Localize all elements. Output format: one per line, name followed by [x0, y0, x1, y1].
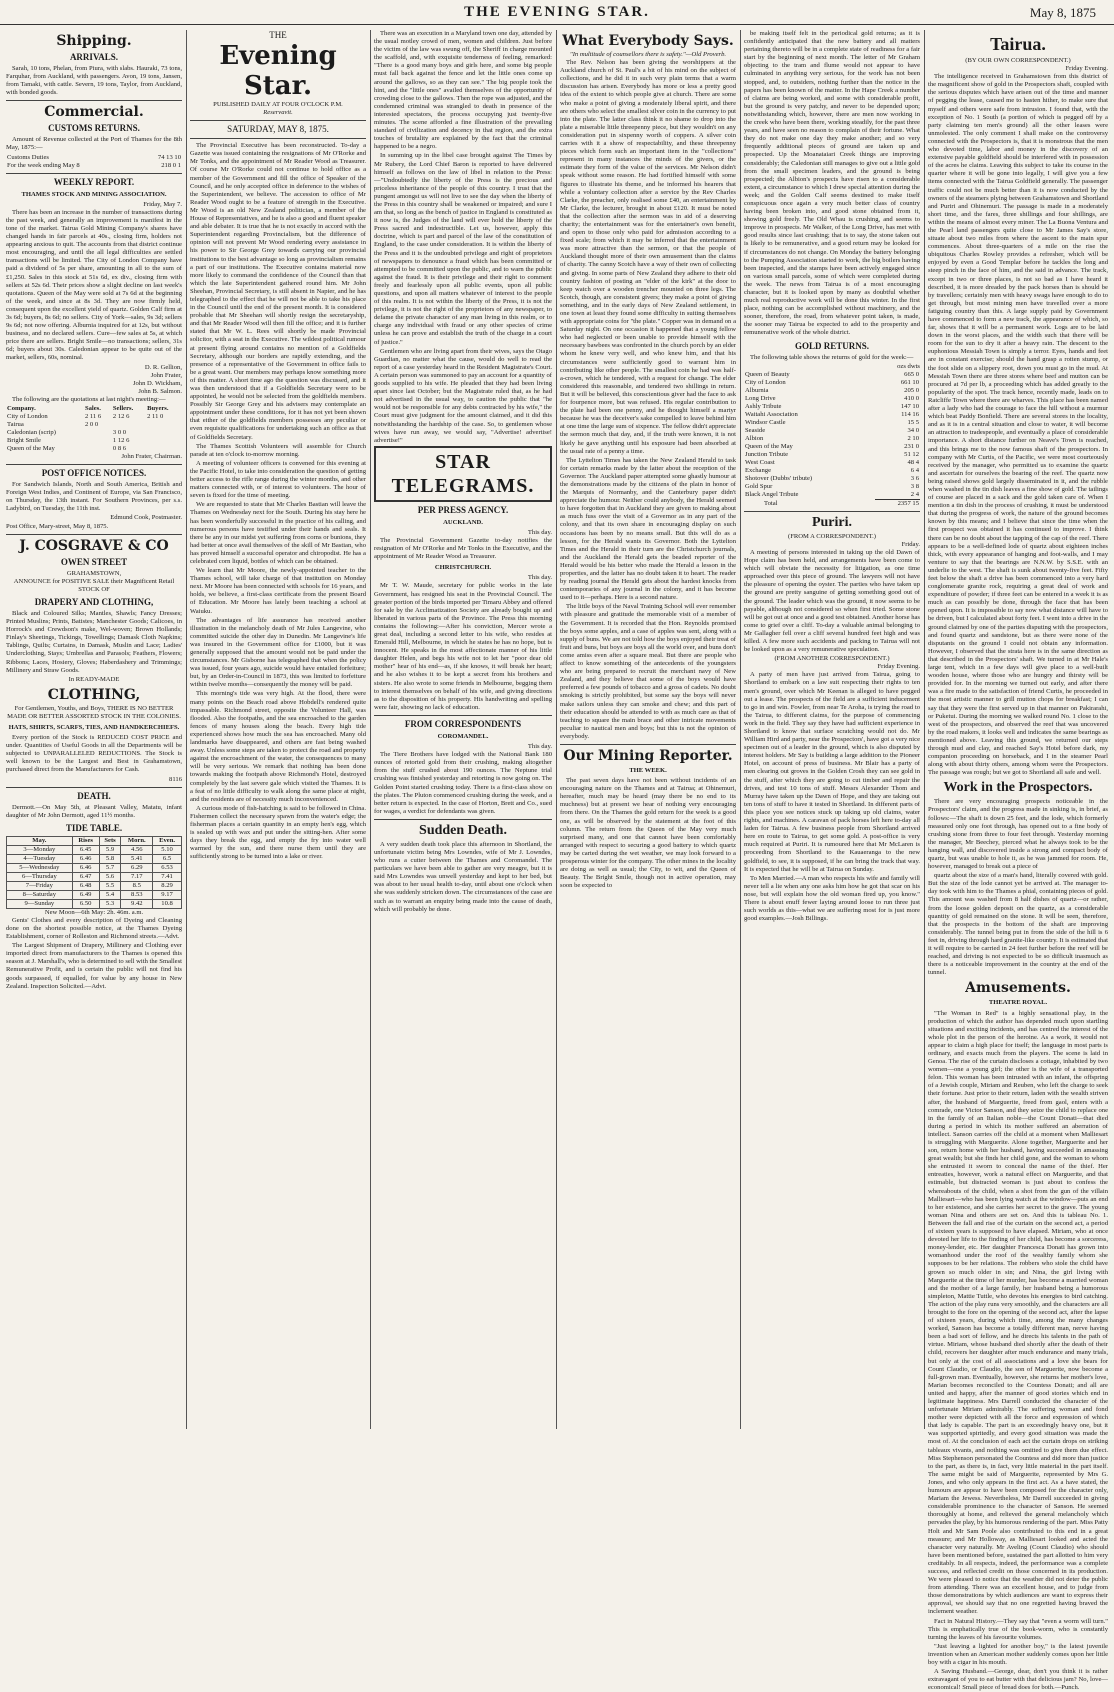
dyeing-advt: Gents' Clothes and every description of Dyeing and Cleaning done on the shortest possible notice, at the Thames Dyeing Establishment, corner of Rolleston and Richmond streets.—Advt.	[6, 916, 182, 941]
signatory: John B. Salmon.	[138, 387, 182, 395]
post-office-heading: POST OFFICE NOTICES.	[41, 468, 147, 479]
table-row	[744, 483, 920, 491]
column-rule	[370, 30, 371, 1429]
signatory: D. R. Gellion,	[144, 363, 182, 371]
death-text: Dermott.—On May 5th, at Pleasant Valley, Matatu, infant daughter of Mr John Dermott, aged 11½ months.	[6, 803, 182, 819]
customs-text: Amount of Revenue collected at the Port of Thames for the 8th May, 1875:—	[6, 136, 182, 152]
gold-mine: Queen of the May	[745, 442, 793, 450]
customs-table	[6, 154, 182, 170]
moon-phase: New Moon—6th May: 2h. 46m. a.m.	[44, 908, 144, 916]
tide-cell: 6.48	[72, 881, 99, 890]
puriri-text: A meeting of persons interested in taking up the old Dawn of Hope claim has been held, and arrangements have been come to which will obviate the necessity for litigation, as one time approached over this piece of ground. The lawyers will not have the pleasure of opening the oyster. The parties who have taken up the ground are pretty sanguine of getting something good out of the ground. The leader which was the ground, it now seems to be payable, although not considered so when first tried. Some stone will be got out at once and a good test obtained. Another horse has come to grief over a cliff. To-day a valuable animal belonging to Mr Gallagher fell over a cliff several hundred feet high and was killed. A few more such accidents and packing to Tairua will not be looked upon as a very remunerative speculation.	[744, 548, 920, 654]
table-row	[744, 403, 920, 411]
tide-header: Morn.	[121, 836, 153, 845]
gold-mine: Junction Tribute	[745, 450, 789, 458]
tide-cell: 6.49	[72, 890, 99, 899]
tide-cell: 7.17	[121, 872, 153, 881]
tide-heading: TIDE TABLE.	[65, 822, 123, 833]
motto: "In multitude of counsellors there is safety."—Old Proverb.	[569, 51, 727, 58]
tide-cell: 5—Wednesday	[7, 863, 73, 872]
tide-cell: 7—Friday	[7, 881, 73, 890]
cosgrave-hats: HATS, SHIRTS, SCARFS, TIES, AND HANDKERCHIEFS.	[8, 723, 180, 731]
another-corr: (FROM ANOTHER CORRESPONDENT.)	[774, 655, 890, 663]
gold-amount: 410 0	[904, 394, 919, 402]
tairua-day: Friday Evening.	[1065, 65, 1108, 73]
gold-returns-heading: GOLD RETURNS.	[794, 340, 869, 351]
gold-mine: Ashly Tribute	[745, 402, 782, 410]
another-corr-text: A party of men have just arrived from Tairua, going to Shortland to embark on a law suit respecting their rights to ten men's ground, over which Mr Keenan is alleged to have pegged out a lease. The prospects of the field are a sufficient inducement to go in and win. Fowler, from near Te Aroha, is trying the road to the Tairua, to different claims, for the purpose of commencing work in the field. They say they have had sufficient experience in Shortland to know that surface scratching would not do. Mr William Hird and party, near the Prospectors', have got a very nice specimen out of a leader in the ground, which is also disputed by interest holders. Mr Say is building a large addition to the Pioneer Hotel, on account of press of business. Mr Blair has a party of men clearing out groves in the Golden Crosh they can see gold in the stuff, after which they are going to cut timber and repair the drives, and test 10 tons of stuff. Messrs Alexander Thom and Murray have taken up the Dawn of Hope, and they are taking out ten tons of stuff to have it tested in Shortland. In different parts of this place you see notices stuck up taking up old claims, water rights, and machines. A caravan of pack horses left here to-day all laden for Tairua. A few business people from Shortland arrived here en route to Tairua, to get some gold. A post-office is very much required at Puriri. It is rumoured here that Mr McLaren is proceeding from Shortland to the Kauaeranga to the new goldfield, to see, it is supposed, if he can bring the track that way. It is expected that he will be at Tairua on Sunday.	[744, 671, 920, 873]
quote-company: Tairua	[7, 421, 24, 428]
table-row	[744, 379, 920, 387]
shipping-heading: Shipping.	[56, 33, 132, 49]
gold-amount: 231 0	[904, 442, 919, 450]
table-row	[6, 421, 182, 429]
tide-cell: 8.53	[121, 890, 153, 899]
cosgrave-men: For Gentlemen, Youths, and Boys, THERE IS NO BETTER MADE OR BETTER ASSORTED STOCK IN THE COLONIES.	[7, 704, 181, 720]
mining-continued: be making itself felt in the periodical gold returns; as it is confidently anticipated that the new battery and all matters pertaining thereto will be in a complete state of readiness for a fair start by the beginning of next month. The letter of Mr Graham objecting to the tram and flume would not appear to have culminated in anything very serious, for the work has not been stopped, and, to outsiders, nothing further than the notice in the papers has been known of the matter. In the Hape Creek a number of claims are being worked, and some with considerable profit, but the ground is very patchy, and never to be depended upon; notwithstanding which, however, there are men now working in the creek who have been there, working steadily, for the past three years, and have seen no reason to complain of their fortune. What they do not make one day they make another; and so very frequently additional pieces of ground are taken up and prospected. Up the Moanataiari Creek things are improving considerably; the Caledonian still manages to give out a little gold from the small specimen leaders, and the ground is being prospected; the Albion's prospects have risen to a considerable extent, a circumstance to which I drew special attention during the week; and the Golden Calf seems destined to make itself conspicuous once again a very much better class of country having been broken into, and good stone obtained from it, showing gold freely. The Old Whau is crushing, and seems to improve in prospects. Mr Walker, of the Long Drive, has met with good results since last crushing; that is to say, the stone taken out is likely to be remunerative, and a good return may be looked for if circumstances do not change. On Monday the battery belonging to the Pumping Association started to work, the big boilers having been inspected, and the stamps have been actively engaged since on various small parcels, some of which were completed during the week. The news from Tairua is of a most encouraging character, but it is looked upon by many as doubtful whether much real reproductive work will be done this winter. In the first place, nothing can be accomplished without machinery, and the sooner, therefore, the road, from whatever point taken, is made, the sooner may Tairua be expected to add to the prosperity and remunerative work of the whole district.	[744, 30, 920, 337]
reserved-note: Reservavit.	[263, 109, 293, 117]
gold-mine: City of London	[745, 378, 786, 386]
quote-company: City of London	[7, 413, 48, 420]
table-row	[744, 443, 920, 451]
puriri-day: Friday.	[901, 540, 920, 548]
tairua-sub: (BY OUR OWN CORRESPONDENT.)	[965, 57, 1071, 64]
sudden-death-heading: Sudden Death.	[419, 822, 507, 838]
quote-sellers: 3 0 0	[112, 429, 127, 436]
auckland-day: This day.	[527, 528, 552, 536]
tairua-text: The intelligence received in Grahamstown from this district of the magnificent show of gold in the Prospectors shaft, coupled with the serious disputes which have arisen out of the time and manner of pegging the lease, caused me to hasten hither, to make sure that myself and others were safe from intrusion. I found that, with the exception of No. 1 South (a portion of which is pegged off by a party claiming ten men's ground) all the other leases were unmolested. The only comment I shall make on the controversy connected with the Prospectors is, that it is monstrous that the men who devoted time, labor and money in the discovery of an extensive payable goldfield should be interfered with in possession of the acres he claims. Leaving this subject to take its course in the quarter where it will be gone into legally, I will give you a few items connected with the Tairua Goldfield generally. The passenger traffic could not be much better than it is now conducted by the owners of the steamers plying between Grahamstown and Shortland and Puriri and Ohinemuri. The passage is made in a moderately short time, and the fares, three shillings and four shillings, are within the means of almost every miner. The La Buona Ventura and the Pearl land passengers quite close to Mr James Say's store, situate about two miles from where the ascent to the main spur commences. About three-quarters of a mile on the rise the ubiquitous Charles Rowley provides a refresher, which will be enjoyed by even a Good Templar before he tackles the long and steep pinch in the face of him, and the said in advance. The track, except in two or three places, is not so bad as I have heard it described, it is more dreaded by the pack horses than is should be by travellers; certainly men with heavy swags have enough to do to get through, but most mining men have travelled over a more fatiguing country than this. A large supply paid by Government have commenced to form a new track, the appearance of which, so far, shows that it will be a permanent work. Logs are to be laid down in the worst places, and the width such that there will be room for the sun to dry it after a heavy rain. The descent to the euphonious Messiah Town is simply a terror. Eyes, hands and feet are in constant exercise; should the hand grasp a rotten stump, or the foot slide on a slippery root, down you must go in the mud. At Messiah Town there are three stores where beef and mutton can be procured at 7d per lb, a proceeding which has added greatly to the popularity of the spot. The track hence, recently made, leads on to Ratcliffe Town where there are wharves. This place has been named after a lady who had the courage to face the hill without a murmur which beat Paddy Bonfield. There are several stores in the locality, and as it is in a central situation and close to water, it will become an attraction to tradespeople, and eventually a place of considerable importance. A short distance further on Neave's Town is reached, and this brings me to the now famous shaft of the prospectors. In company with Mr Curtis, of the Pacific, we were most courteously received by the manager, who permitted us to examine the quartz and ascertain for ourselves the bearing of the reef. The quartz now being raised shows gold largely disseminated in it, and the rubble when washed in the tin dish leaves a fine show of gold. The tailings of course are placed in a sack and the gold taken care of. When I mention a tin dish in the process of crushing, it must be understood that during the progress of work, the nature of the ground becomes known by this means; and I believe that since the time when the first prospect was obtained it has continued to improve. I think there can be no doubt about the tapping of the cap of the reef. There appears to be a well-defined lode of quartz about eighteen inches thick, with every appearance of hanging and foot-walls, and I may venture to say that the bearings are N.N.W. by S.S.E. with an underlie to the west. The shaft is sunk about twenty-five feet. Fifty feet below the shaft a drive has been commenced into a very hard conglomerate granite rock, requiring a great deal of work and expenditure of powder; if three feet can be entered in a week it is as much as can possibly be done, through the face that has been opened upon. It is impossible to say now what distance will have to be driven, but I calculated about forty feet. I went into a drive in the ground claimed by one of the parties disputing with the prospectors, and found quartz and sandstone, but as there were none of the disputants on the ground I could not obtain any information. However, I observed that the strata here is in the same direction as that described in the Prospectors' shaft. We turned in at Mr Hale's large tent, which in a few days will give place to a well-built wooden house, where those who are hungry and thirsty will be provided for. In the morning we turned out early, and after there was a fire made to the satisfaction of friend Curtis, he proceeded in the most artistic manner to grill mutton chops for breakfast; I can say that they were the first served up in that manner on Pakirarahi, or Puketui. During the morning we walked round No. 1 close to the west of the prospectors, and observed the reef that was uncovered by the road makers, it looks well and indicates the same bearings as mentioned above. Leaving this ground, we returned our steps through mud and clay, and reached Say's Hotel before dark, my companion proceeding on horseback, and I in the steamer Pearl along with about thirty others, among whom were the Prospectors. The passage was rough; but we got to Shortland all safe and well.	[928, 73, 1108, 777]
gold-amount: 2 10	[907, 434, 919, 442]
gold-units: ozs dwts	[897, 362, 920, 370]
gold-mine: Seaside	[745, 426, 766, 434]
customs-duties-label: Customs Duties	[7, 153, 49, 161]
tide-header: May.	[7, 836, 73, 845]
theatre-heading: THEATRE ROYAL.	[988, 999, 1048, 1007]
gold-mine: Windsor Castle	[745, 418, 786, 426]
tide-cell: 4—Tuesday	[7, 854, 73, 863]
tide-cell: 5.10	[153, 845, 182, 854]
gold-amount: 3 8	[910, 482, 919, 490]
tide-story: This morning's tide was very high. At the flood, there were many points on the Beach road above Hobdell's rendered quite impassable. Richmond street, opposite the Volunteer Hall, was flooded. Also the footpaths, and the sea encroached to the garden fences of many houses along the beach. Every high tide experienced shows how much the sea has encroached. Many old landmarks have disappeared, and others are fast being washed away. Unless some steps are taken to protect the road and property against the encroachment of the water, the consequences to many will be very serious. We remark that nothing has been done towards making the footpath above Richmond's Hotel, destroyed completely by the last severe gale which visited the Thames. It is a feat of no little difficulty to walk along the same place at night, and the residents are of necessity much inconvenienced.	[190, 690, 366, 803]
gold-mine: Gold Spur	[745, 482, 773, 490]
tide-cell: 9.42	[121, 899, 153, 908]
table-row	[7, 863, 182, 872]
column-rule	[186, 30, 187, 1429]
tide-cell: 6.5	[153, 854, 182, 863]
tide-cell: 6.46	[72, 854, 99, 863]
the-week-text: The past seven days have not been without incidents of an encouraging nature on the Thames and at Tairua; at Ohinemuri, hereafter, much may be heard (may there be no end to its muchness) but at present we hear of nothing very encouraging from there. On the Thames the gold return for the week is a good one, as will be observed by the statement at the foot of this column. The return from the Queen of the May very much surprised many, and one that cannot have been comfortably arranged with respect to securing a good battery to which quartz may be carted during the wet weather, we may look forward to a prosperous winter for the company. The other mines in the locality are doing as well as usual; the City, to wit, and the Queen of Beauty. The Bright Smile, though not in active operation, may soon be expected to	[560, 777, 736, 890]
column-1	[6, 30, 182, 1429]
gold-amount: 3 6	[910, 474, 919, 482]
tide-cell: 10.8	[153, 899, 182, 908]
quartz-continued: quartz about the size of a man's hand, literally covered with gold. But the size of the lode cannot yet be arrived at. The manager to-day took with him to the Thames a phial, containing pieces of gold. This amount was washed from 8 half dishes of quartz—or rather, from the loose golden deposit on the quartz, as a considerable quantity of gold remained on the stone. It will be seen, therefore, that the prospects in the bottom of the shaft are improving considerably. The tunnel being put in from the side of the hill is 6 feet in, driving through hard granite-like country. It is estimated that it will require to be carried in 24 feet further before the reef will be reached, and driving is not expected to be so difficult inasmuch as there is a noticeable improvement in the country at the end of the tunnel.	[928, 872, 1108, 977]
auckland-heading: AUCKLAND.	[443, 518, 483, 526]
telegrams-heading: STAR TELEGRAMS.	[374, 446, 552, 502]
christchurch-text: Mr T. W. Maude, secretary for public works in the late Government, has resigned his seat in the Provincial Council. The greater portion of the birds imported per Timaru Abbey and offered for sale by the Acclimatization Society are already bought up and liberated in various parts of the Province. The Press this morning contains the following:—After his conviction, Mercer wrote a great deal, including a second letter to his wife, who resides at Emerald Hill, Melbourne, in which he states he has no hope, but is innocent. He speaks in the most affectionate manner of his little daughter Helen, and begs his wife not to let her "poor dear old mother" hear of his end—as, if she knows, it will break her heart; and he also wishes it to be kept a secret from his brothers and sisters. He also wrote to some friends in Melbourne, begging them to interest themselves on behalf of his wife, and giving directions as to the disposition of his property. His handwriting and spelling were fair, showing no lack of education.	[374, 582, 552, 711]
tide-cell: 8.5	[121, 881, 153, 890]
fact-note: Fact in Natural History.—They say that "even a worm will turn." This is emphatically true of the book-worm, who is constantly turning the leaves of his favourite volumes.	[928, 1617, 1108, 1641]
theatre-review: "The Woman in Red" is a highly sensational play, in the production of which the author has depended much upon startling situations and exciting incidents, and has centred the interest of the whole plot in the person of the heroine. As a work, it would not appear to claim a high place for itself; the language in most parts is ordinary, and exacts much from the players. The scene is laid in Genoa. The rise of the curtain discloses a cottage, inhabited by two women—one a young girl; the other is the wife of a transported felon. This woman has been intrusted with an infant, the offspring of a Jewish couple, Miriam and Reuben, who left the charge to seek their fortune. Just prior to their return, laden with the wealth striven after, the husband of Marguerite, freed from gaol, enters with a comrade, one Victor Sanson, and they seize the child to replace one in the family of an Italian noble—the Count Donati—that died during a period in which its mother suffered an aberration of intellect. Sanson carries off the child at a moment when Malliesart is struggling with Marguerite. Alone together, Marguerite and her son, return home with her husband, having succeeded in amassing great wealth; but she finds her child gone, and the woman to whom she entrusted it sworn to conceal the name of the thief. Her entreaties, however, work a natural effect on Marguerite, and that estimable, but distracted woman is just about to confess the whereabouts of the child, when a shot from the gun of the villain Malliesart—who has been lying watch at the window—puts an end to her existence, and she carries her secret to the grave. The young woman Nina and others are set on. And this is tableau No. 1. Between the fall and rise of the curtain on the second act, a period of sixteen years is supposed to have elapsed. Miriam, who at once devoted her life to the finding of her child, has become a sorceress, money-lender, etc. Her daughter Francesca Donati has grown into womanhood under the roof of the wealthy family whom she supposes to be her relations. The robbers who stole the child have grown so much older in sin; and Nina, the girl living with Marguerite at the time of her murder, has become a married woman and the mother of a large family, her husband being a humorous simpleton, Mattie Tuttle, who devotes his energies to bird catching. The action of the play runs very smoothly, and the characters are all brought to the fore on the opening of the second act, after the lapse of sixteen years, during which time, among the many changes worked, Sanson has become a totally different man, nerve having been a bad sort of fellow, and he directs his talents in the path of virtue. Miriam, whose husband died shortly after the death of their child, recovers her daughter after much endurance and many trials, but only at the cost of all associations and a love she bears for Count Claudio, or Claudio, the son of Marguerite, now become a full-grown man. Eventually, however, she returns her mother's love, Marian becomes reconciled to the Countess Donati; and all are united and happy, after the manner of good stories which end in legitimate happiness. Mrs Darrell conducted the character of the unfortunate Miriam admirably. The suffering woman and fond mother were depicted with all the force and expression of which that lady is capable. The part is an exceedingly heavy one, but it was supported spiritedly, and every good situation was made the most of. At the conclusion of each act the curtain drops on striking tableaux vivants, and nothing was omitted to give them due effect. Miss Stephenson personated the Countess and did more than justice to the part, as there is, in fact, very little material in the part itself. The same might be said of Marguerite, represented by Mrs G. Jones, and who only appears in the first act. As a have stated, the humours are appear to have been composed for the character only, Mariam the Jewess. Nevertheless, Mr Darrell succeeded in giving considerable prominence to the character of Sanson. He seemed thoroughly at home, and relieved the general melancholy which pervades the play, by his humorous rendering of the part. Miss Patty Holt and Mr Sam Poole also contributed to this end in a great measure; and Mr Holloway, as Malliesart looked and acted the character very naturally. Mr Aveling (Count Claudio) who should have been mentioned before, sustained the part allotted to him very creditably. In all respects, indeed, the performance was a complete success, and reflected credit on those concerned in its production. We were pleased to notice that the weather did not deter the public from attending. There was an excellent house, and to judge from those demonstrations by which audiences are want to express their approval, we should say that no one regretted having braved the inclement weather.	[928, 1009, 1108, 1616]
gold-mine: Albion	[745, 434, 764, 442]
quote-sales: 2 11 6	[84, 413, 102, 420]
table-row	[744, 475, 920, 483]
tide-cell: 9.17	[153, 890, 182, 899]
table-row	[6, 429, 182, 437]
gold-amount: 665 0	[904, 370, 919, 378]
column-5	[744, 30, 920, 1429]
arrivals-text: Sarah, 10 tons, Phelan, from Piura, with slabs. Hauraki, 73 tons, Farquhar, from Auckland, with passengers. Avon, 19 tons, Jansen, from Tamaki, with cattle. Severn, 19 tons, Taylor, from Auckland, with bonded goods.	[6, 65, 182, 97]
cosgrave-announce: ANNOUNCE for POSITIVE SALE their Magnificent Retail STOCK OF	[13, 577, 175, 593]
tide-cell: 8.29	[153, 881, 182, 890]
table-row	[6, 445, 182, 453]
cosgrave-ready: In READY-MADE	[68, 675, 120, 683]
issue-date: SATURDAY, MAY 8, 1875.	[227, 124, 329, 135]
table-row	[7, 845, 182, 854]
work-prospectors-heading: Work in the Prospectors.	[943, 780, 1093, 796]
tide-cell: 5.41	[121, 854, 153, 863]
another-corr-day: Friday Evening.	[877, 663, 920, 671]
masthead	[0, 0, 1114, 25]
auckland-text: The Provincial Government Gazette to-day notifies the resignation of Mr O'Rorke and Mr Tonks in the Executive, and the appointment of Mr Reader Wood as Treasurer.	[374, 536, 552, 561]
gold-mine: Black Angel Tribute	[745, 491, 799, 498]
gentlemen-story: Gentlemen who are living apart from their wives, says the Otago Guardian, no matter what the cause, would do well to read the report of a case yesterday heard in the Resident Magistrate's Court. A certain person was summoned to pay an account for a quantity of goods supplied to his wife. He pleaded that they had been living apart since last October; but the Magistrate ruled that, as he had not advertised in the usual way, to caution the public that "he would not be responsible for any debts contracted by his wife," the Court must give judgment for the amount claimed, and it did this notwithstanding the hardship of the case. So, to gentlemen whose wives have run away, we would say, "Advertise! advertise! advertise!"	[374, 347, 552, 444]
paper-title: Evening Star.	[219, 41, 337, 101]
insurance-note: The advantages of life assurance has received another illustration in the melancholy death of Mr Jules Langevine, who committed suicide the other day in Dunedin. Mr Langevine's life was insured in the Government office for £1000, but it was generally supposed that the amount would not be paid under the circumstances. Mr Gisborne has telegraphed that when the policy was issued, four years ago, suicide would have entailed forfeiture; but, by an Order-in-Council in 1873, this was limited to forfeiture within twelve months—consequently the money will be paid.	[190, 616, 366, 689]
tide-table	[6, 836, 182, 909]
quotes-header: Company.	[7, 405, 36, 412]
bastian-note: We are requested to state that Mr Charles Bastian will leave the Thames on Wednesday next for the South. During his stay here he has been wonderfully successful in the practice of his calling, and numerous persons have testified under their hands and seals. It there be any in our midst yet suffering from corns or bunions, they had better at once avail themselves of the skill of Mr Bastian, who has proved himself a successful operator and chiropodist. He has a celebrated corn liquid, bottles of which can be obtained.	[190, 501, 366, 565]
tide-cell: 5.7	[99, 863, 121, 872]
column-2	[190, 30, 366, 1429]
cosgrave-clothing: CLOTHING,	[47, 686, 141, 703]
column-rule	[740, 30, 741, 1429]
cosgrave-reduced: Every portion of the Stock is REDUCED COST PRICE and under. Quantities of Useful Goods in all the Departments will be subjected to UNPARALLELED REDUCTIONS. The Stock is well known to be the Largest and Best in Grahamstown, purchased direct from the Manufacturers for Cash.	[6, 734, 182, 774]
gold-amount: 6 4	[910, 466, 919, 474]
association-text: There has been an increase in the number of transactions during the past week, and generally an improvement is manifest in the tone of the market. Tairua Gold Mining Company's shares have changed hands in fair parcels at 40s., closing firm, holders not appearing anxious to quit. The accounts from that district continue most encouraging, and until the all legal difficulties are settled transactions will be limited. The City of London Company have paid a dividend of 5s per share, amounting in all to the sum of £1,250. Sales in this stock at 51s 6d, ex div., closing firm with sellers at 52s 6d. Their prices show a slight decline on last week's quotations. Queen of the May were sold at 7s 6d at the beginning of the week, and since at 8s 3d. They are now firmly held, consequent upon the excellent yield of quartz. Golden Calf firm at 3s 6d; buyers, 8s 6d; no sellers. City of York—sales, 9s 3d; sellers 9s 6d; not now offering. Alburnia inquired for at 12s, but without business, and no declared sellers. Cure—few sales at 5s, at which price there are sellers. Bright Smile—no transactions; sellers, 31s 6d; buyers about 30s. Caledonian appear to be quite out of the market, sellers, 60s, nominal.	[6, 208, 182, 362]
quote-buyers	[146, 437, 182, 445]
tide-cell: 5.8	[99, 854, 121, 863]
table-row	[6, 413, 182, 421]
gold-mine: Long Drive	[745, 394, 776, 402]
saving-note: A Saving Husband.—George, dear, don't you think it is rather extravagant of you to eat butter with that delicious jam? No, love—economical! Small piece of bread does for both.—Punch.	[928, 1668, 1108, 1692]
leader-article: The Provincial Executive has been reconstructed. To-day a Gazette was issued containing the resignations of Mr O'Rorke and Mr Tonks, and the appointment of Mr Reader Wood as Treasurer. Of course Mr O'Rorke could not continue to hold office as a member of the Government and fill the office of Speaker of the Council, and he only accepted office in deference to the wishes of the Superintendent, we believe. The accession to office of Mr Reader Wood ought to be a feature of strength in the Executive. Mr Wood is an old New Zealand politician, a member of the House of Representatives, and he is also a good and fluent speaker and able debater. It is true that he is not exactly in accord with the Superintendent regarding Provincialism, but the difference of opinion will not prevent Mr Wood rendering every assistance in his power to Sir George Grey towards carrying our provincial institutions to the best advantage so long as provincialism remains a part of our institutions. The Executive contains material now more likely to command the confidence of the Council than that which the late Superintendent gathered round him. Mr John Sheehan, Provincial Secretary, is still absent in Napier, and he has telegraphed to the effect that he will not be able to take his place in the Council until the end of the present month. It is considered probable that Mr Sheehan will shortly resign the secretaryship, and that Mr Reader Wood will then fill the office; and it is further stated that Mr W. L. Rees will shortly be made Provincial solicitor, with a seat in the Executive. The wildest political rumour at present flying around contains no mention of a Goldfields Secretary, although our borders are rapidly extending, and the presence of a representative of the Government in office fails to be a great want. Our members may perhaps know something more of this matter. A short time ago the question was discussed, and it was then understood that if a Goldfields Secretary were to be appointed, he would not be selected from the goldfields members. Possibly Sir George Grey and his advisers may contemplate an appointment under these conditions, for it has not yet been shown that either of the goldfields members possesses any peculiar or even requisite qualifications for undertaking such an office as that of Goldfields Secretary.	[190, 142, 366, 441]
tide-cell: 5.4	[99, 890, 121, 899]
tide-header: Even.	[153, 836, 182, 845]
tide-cell: 8—Saturday	[7, 890, 73, 899]
quote-buyers: 2 11 0	[147, 413, 164, 420]
table-row	[744, 459, 920, 467]
gold-intro: The following table shows the returns of gold for the week:—	[750, 353, 914, 361]
signatory-list	[6, 364, 182, 396]
post-office-sign: Edmund Cook, Postmaster.	[110, 514, 182, 522]
what-everybody-says-heading: What Everybody Says.	[562, 33, 734, 49]
column-rule	[924, 30, 925, 1429]
tide-cell: 6.47	[72, 872, 99, 881]
nelson-story: The Rev. Nelson has been giving the worshippers at the Auckland church of St. Paul's a bit of his mind on the subject of collections, and he did it in such very plain terms that a warm discussion has arisen. Everybody has more or less a pretty good idea of the extent to which people give at church. There are some who make a point of giving a moderately liberal spirit, and there are others who select the smallest silver coin in the currency to put into the plate. The latter class think it no shame to drop into the plate a miserable little threepenny piece, but they wouldn't on any consideration put in sixpenny worth of coppers. A silver coin carries with it a show of respectability, and these threepenny pieces which form such an important item in the "collections" represent in many instances the minds of the givers, or the estimate they form of the value of the services. Mr Nelson didn't speak without some reason. He had fortified himself with some figures to illustrate his theme, and he informed his hearers that while a voluntary collection after a service by the Rev Charles Clarke, the preacher, only realised some £40, an entertainment by Mr Clarke, the lecturer, brought in about £120. It must be noted that the collection after the sermon was in aid of a deserving charity; the entertainment was for the entertainer's own benefit, and open to those only who paid for admission according to a fixed scale; from which it may be inferred that the entertainment was more attractive than the sermon, or that the people of Auckland thought more of their own amusement than the claims of charity. The canny Scotch have a way of their own of collecting and giving. In some parts of New Zealand they adhere to their old country fashion of posting an "elder of the kirk" at the door to keep watch over a wooden trencher mounted on three legs. The Scotch, though, are consistent givers; they make a point of giving something, and in the early days of New Zealand settlement, in one town at least they found some difficulty in suiting themselves with appropriate coins for "the plate." Copper was in demand on a Saturday night. On one occasion it happened that a young fellow who had neglected or been unable to provide himself with the necessary bawbees was confronted in the church porch by an elder whom he knew very well, and who knew him, and that his circumstances were sufficiently good to warrant him in contributing like other people. The smallest coin he had was half-a-crown, which he tendered, with a request for change. The elder considered this reasonable, and tendered two shillings in return. But it will be believed, this conscientious giver had the face to ask for fourpence more, but was refused. His regular contribution to the plate had been one penny, and he thought himself a martyr because he was the deceiver's sake compelled to leave behind him at one time the large sum of sixpence. The fellow didn't appreciate the sermon much that day, and, if the truth were known, it is not likely he gave anything until his exposure had been absorbed at the usual rate of a penny a time.	[560, 59, 736, 455]
table-row	[744, 451, 920, 459]
gold-total-label: Total	[764, 499, 778, 507]
tide-cell: 6.46	[72, 863, 99, 872]
quote-sales	[84, 445, 112, 453]
post-office-text: For Sandwich Islands, North and South America, British and Foreign West Indies, and Continent of Europe, via San Francisco, on Thursday, the 13th instant. For Southern Provinces, per s.s. Ladybird, on Tuesday, the 11th inst.	[6, 481, 182, 513]
table-row	[744, 467, 920, 475]
masthead-title: THE EVENING STAR.	[464, 4, 650, 20]
quotes-sign: John Frater, Chairman.	[121, 453, 182, 460]
cosgrave-drapery: DRAPERY AND CLOTHING,	[34, 596, 154, 607]
table-row	[6, 437, 182, 445]
column-rule	[556, 30, 557, 1429]
coromandel-heading: COROMANDEL.	[437, 732, 489, 740]
death-heading: DEATH.	[77, 790, 111, 801]
gold-amount: 2 4	[910, 490, 919, 498]
coromandel-day: This day.	[527, 743, 552, 751]
quote-sellers	[112, 421, 146, 429]
quote-company: Queen of the May	[7, 445, 55, 452]
week-value: 218 0 1	[161, 161, 181, 169]
tide-cell: 9—Sunday	[7, 899, 73, 908]
meeting-note: A meeting of volunteer officers is convened for this evening at the Pacific Hotel, to take into consideration the question of getting better access to the rifle range during the winter months, and other matters connected with, or of interest to volunteers. The hour of seven is fixed for the time of meeting.	[190, 459, 366, 500]
customs-duties-value: 74 13 10	[157, 153, 181, 161]
table-row	[744, 427, 920, 435]
tide-cell: 5.3	[99, 899, 121, 908]
gold-mine: Shotover (Dubbs' tribute)	[745, 474, 813, 482]
publish-note: PUBLISHED DAILY AT FOUR O'CLOCK P.M.	[213, 101, 343, 108]
masthead-date: May 8, 1875	[1029, 5, 1096, 20]
association-heading: THAMES STOCK AND MINING ASSOCIATION.	[21, 190, 167, 198]
column-6	[928, 30, 1108, 1692]
fish-note: A curious mode of fish-hatching is said to be followed in China. Fishermen collect the necessary spawn from the water's edge; the fisherman places a certain quantity in an empty hen's egg, which is sealed up with wax and put under the sitting-hen. After some days they break the egg, and empty the fry into water well warmed by the sun, and there nurse them until they are sufficiently strong to be turned into a lake or river.	[190, 804, 366, 861]
table-row	[7, 890, 182, 899]
tide-header: Rises	[72, 836, 99, 845]
table-row	[744, 499, 920, 508]
tide-cell: 6—Thursday	[7, 872, 73, 881]
post-office-date: Post Office, Mary-street, May 8, 1875.	[6, 522, 109, 530]
moore-note: We learn that Mr Moore, the newly-appointed teacher to the Thames school, will take charge of that institution on Monday next. Mr Moore has been connected with schools for 16 years, and holds, we believe, a first-class certificate from the present Board of Education. Mr Moore has lately been teaching a school at Waiuku.	[190, 567, 366, 615]
cosgrave-list: Black and Coloured Silks; Mantles, Shawls; Fancy Dresses; Printed Muslins; Prints, Batistes; Manchester Goods; Calicoes, in Horrock's and Crewdson's make, Wel-woven; Brown Hollands; Finlay's Sheetings, Tickings, Towellings; Damask Cloth Napkins; Tablings, Quilts; Curtains, in Damask, Muslin and Lace; Ladies' Underclothing, Stays; Umbrellas and Parasols; Feathers, Flowers; Ribbons; Laces, Hosiery, Gloves; Haberdashery and Trimmings; Millinery and Straw Goods.	[6, 609, 182, 674]
execution-story: There was an execution in a Maryland town one day, attended by the usual motley crowd of men, women and children. Just before the victim of the law was swung off, the Sheriff in charge mounted the scaffold, and, with exquisite tenderness of feeling, remarked: "There is a good many boys and girls here, and some big people must fall back against the fence and let the little ones come up around the gallows, so as they can see." The big people took the hint, and the "little ones" availed themselves of the opportunity of crowding close to the gallows. Then the rope was adjusted, and the condemned criminal was strangled to death in presence of the interested spectators, the process occupying just twenty-five minutes. The scene afforded a fine illustration of the prevailing standard of civilization and decency in that region, and the extra touches of brutality are explained by the fact that the criminal happened to be a negro.	[374, 30, 552, 151]
puriri-sub: (FROM A CORRESPONDENT.)	[788, 532, 876, 540]
gold-amount: 51 12	[904, 450, 919, 458]
tide-cell: 7.41	[153, 872, 182, 881]
lyttelton-story: The Lyttelton Times has taken the New Zealand Herald to task for certain remarks made by the latter about the reception of the Governor. The Auckland paper attempted some ghastly humour at the demonstrations made by the citizens of the plain in honor of the Marquis of Normanby, and the Canterbury paper didn't appreciate the humour. Neither could anybody, the Herald seemed to have forgotten that in Auckland they are given to making about as much fuss over the visit of a Governor as in any part of the colony, and that its own share in encouraging display on such occasions has been by no means small. But this will do as a lesson, for the Herald wants its Governor. Both the Lyttelton Times and the Herald in their turn are the Christchurch journals, and the Auckland the Herald gets the beaded reporter of the Herald would be his better who made the Herald a lesson in the properties, and the latter has no doubt taken it to heart. The reader by reading journal the Herald gets about the hardest knocks from contemporaries of any journal in the colony, and it has become used to it—perhaps. Here is a second nature.	[560, 456, 736, 602]
gold-amount: 34 0	[907, 426, 919, 434]
tide-header: Sets	[99, 836, 121, 845]
sudden-death-text: A very sudden death took place this afternoon in Shortland, the unfortunate victim being Mrs Lowndes, wife of Mr J. Lowndes, who runs a cutter between the Thames and Coromandel. The particulars we have been able to gather are very meagre, but it is said Mrs Lowndes was unwell yesterday and kept to her bed, but was about to her usual health to-day, until about one o'clock when she was suddenly stricken down. The circumstances of the case are such as to warrant an enquiry being made into the cause of death, which will probably be done.	[374, 840, 552, 913]
gold-amount: 661 10	[900, 378, 919, 386]
amusements-heading: Amusements.	[965, 980, 1071, 997]
gold-mine: Waitahi Association	[745, 410, 798, 418]
tide-cell: 6.29	[121, 863, 153, 872]
gold-amount: 147 10	[900, 402, 919, 410]
table-row	[7, 872, 182, 881]
cosgrave-town: GRAHAMSTOWN,	[66, 569, 122, 577]
quote-sellers: 0 8 6	[112, 445, 127, 452]
table-row	[744, 411, 920, 419]
gold-mine: Exchange	[745, 466, 771, 474]
tide-cell: 5.6	[99, 872, 121, 881]
mining-reporter-heading: Our Mining Reporter.	[563, 747, 733, 764]
tide-cell: 6.45	[72, 845, 99, 854]
christchurch-heading: CHRISTCHURCH.	[434, 564, 492, 572]
christchurch-day: This day.	[527, 574, 552, 582]
gold-amount: 114 16	[901, 410, 919, 418]
table-row	[744, 371, 920, 379]
quote-buyers	[146, 445, 182, 453]
coromandel-text: The Tiere Brothers have lodged with the National Bank 180 ounces of retorted gold from their crushing, making altogether from the stuff crushed about 190 ounces. The Neptune trial crushing was finished yesterday and retorting is now going on. The Golden Point started crushing today. There is a first-class show on the plates. The Pluton commenced crushing during the week, and a better return is expected. In the case of Horton, Brett and Co., sued for wages, a verdict for defendants was given.	[374, 751, 552, 815]
tide-cell: 6.50	[72, 899, 99, 908]
puriri-heading: Puriri.	[811, 514, 853, 530]
the-week-heading: THE WEEK.	[629, 766, 667, 774]
quote-buyers	[146, 421, 182, 429]
paper-title-the: THE	[269, 30, 287, 40]
customs-heading: CUSTOMS RETURNS.	[48, 123, 140, 134]
gold-amount: 15 5	[907, 418, 919, 426]
quote-company: Caledonian (scrip)	[7, 429, 56, 436]
tide-cell: 3—Monday	[7, 845, 73, 854]
gold-mine: Queen of Beauty	[745, 370, 790, 378]
table-row	[744, 419, 920, 427]
week-label: For the week ending May 8	[7, 161, 80, 169]
table-row	[744, 387, 920, 395]
gold-amount: 48 4	[907, 458, 919, 466]
column-4	[560, 30, 736, 1429]
quotes-table	[6, 405, 182, 453]
drapery-advt: The Largest Shipment of Drapery, Millinery and Clothing ever imported direct from manufacturers to the Thames is opened this season at J. Marshall's, who is determined to sell with the Smallest Remunerative Profit, and is certain the public will not find his goods surpassed, if equalled, for value by any house in New Zealand. Inspection Solicited.—Advt.	[6, 942, 182, 990]
gold-amount: 205 0	[904, 386, 919, 394]
quote-sales: 2 0 0	[84, 421, 99, 428]
quotes-header: Buyers.	[147, 405, 169, 412]
quote-sellers: 1 12 6	[112, 437, 130, 444]
table-row	[7, 899, 182, 908]
tide-cell: 5.5	[99, 881, 121, 890]
correspondents-heading: FROM CORRESPONDENTS	[404, 718, 522, 729]
training-story: The little boys of the Naval Training School will ever remember with pleasure and gratitude the memorable visit of a member of the Government. It is recorded that the Hon. Reynolds promised the boys some apples, and a case of apples was sent, along with a supply of buns. We are not told how the boys enjoyed their treat of fruit and buns, but boys are boys all the world over, and buns don't come amiss even after a square meal. But there are people who affect to know something of the antecedents of the youngsters who are being prepared to recruit the merchant navy of New Zealand, and they believe that some of the boys would have preferred a few pounds of tobacco and a gross of cadets. No doubt smoking is strictly prohibited, but some say the boys will never make sailors unless they can smoke and chew; and this part of their education should be attended to with as much care as that of teaching to square the main brace and other intricate movements peculiar to nautical men and boys; but this is not the opinion of everybody.	[560, 603, 736, 740]
commercial-heading: Commercial.	[44, 104, 144, 121]
tide-cell: 6.53	[153, 863, 182, 872]
boy-note: "Just leaving a lighted for another boy," is the latest juvenile invention when an American mother suddenly comes upon her little boy with a cigar in his mouth.	[928, 1642, 1108, 1666]
quote-company: Bright Smile	[7, 437, 41, 444]
quotes-header: Sellers.	[112, 405, 134, 412]
gold-mine: West Coast	[745, 458, 775, 466]
table-row	[744, 491, 920, 500]
gold-mine: Alburnia	[745, 386, 769, 394]
column-3	[374, 30, 552, 1429]
table-row	[7, 881, 182, 890]
gold-table	[744, 371, 920, 508]
tide-cell: 4.56	[121, 845, 153, 854]
cosgrave-code: 8116	[169, 775, 182, 783]
weekly-report-heading: WEEKLY REPORT.	[53, 176, 135, 187]
tairua-heading: Tairua.	[990, 34, 1046, 54]
following-text: The following are the quotations at last night's meeting:—	[12, 395, 166, 403]
married-note: To Men Married.—A man who respects his wife and family will never tell a lie when any one asks him how he got that scar on his nose, but will explain how the old woman fired up, you know." There is about enuff fewer laying around loose to run three just such worlds as this—what we are suffering most for is just more good examples.—Josh Billings.	[744, 874, 920, 923]
volunteers-note: The Thames Scottish Volunteers will assemble for Church parade at ten o'clock to-morrow morning.	[190, 442, 366, 458]
table-row	[7, 854, 182, 863]
quote-buyers	[146, 429, 182, 437]
tide-cell: 5.9	[99, 845, 121, 854]
table-row	[744, 435, 920, 443]
signatory: John D. Wickham,	[132, 379, 182, 387]
quotes-header: Sales.	[84, 405, 101, 412]
work-prospectors-text: There are very encouraging prospects noticeable in the Prospectors' claim, and the progress made in sinking is, in brief, as follows:—The shaft is down 25 feet, and the lode, which formerly measured only one foot through, has opened out to a fine body of crushing stone from three to four feet through. Yesterday morning the manager, Mr Beechey, pierced what he always took to be the hanging wall, and discovered inside a strong and compact body of quartz, but was unable to hole it, as he was jammed for room. He, however, managed to break out a piece of	[928, 798, 1108, 871]
gold-total: 2357 15	[875, 499, 920, 508]
quote-sales	[84, 437, 112, 445]
quote-sellers: 2 12 6	[112, 413, 130, 420]
table-row	[744, 395, 920, 403]
press-agency: PER PRESS AGENCY.	[417, 504, 509, 515]
association-date: Friday, May 7.	[143, 200, 182, 208]
libel-story: In summing up in the libel case brought against The Times by Mr Rubery, the Lord Chief Baron is reported to have delivered himself as follows on the law of libel in relation to the Press:—"Undoubtedly the liberty of the Press is the precious and priceless inheritance of the people of this country. I trust that the pungent amongst us will not live to see the day when the liberty of the Press in this country shall be weakened or impaired; and sure I am that, so long as the bench of justice in England is constituted as it now is, the Judges of the land will ever hold the liberty of the Press sacred and indestructible. Let us, however, apply this doctrine, which is part and parcel of the law of the constitution of England, to the case under consideration. It is within the liberty of the Press and it is the undoubted privilege and right of proprietors of newspapers to denounce a fraud which has been committed or attempted to be committed upon the public, and to warn the public against the fraud. It is their privilege and their right to comment freely and fearlessly upon all public events, upon all public questions, and upon all matters whatever of interest to the people of this realm. It is not within the liberty of the Press, it is not the privilege, it is not the right of the proprietors of any newspaper, to defame the private character of any man living in this realm, or to charge any individual with fraud or any other species of crime unless he can prove and establish the truth of the charge in a court of justice."	[374, 152, 552, 346]
arrivals-heading: ARRIVALS.	[69, 52, 119, 62]
cosgrave-name: J. COSGRAVE & CO	[19, 537, 169, 554]
quote-sales	[84, 429, 112, 437]
signatory: John Frater,	[150, 371, 182, 379]
cosgrave-street: OWEN STREET	[60, 556, 128, 567]
